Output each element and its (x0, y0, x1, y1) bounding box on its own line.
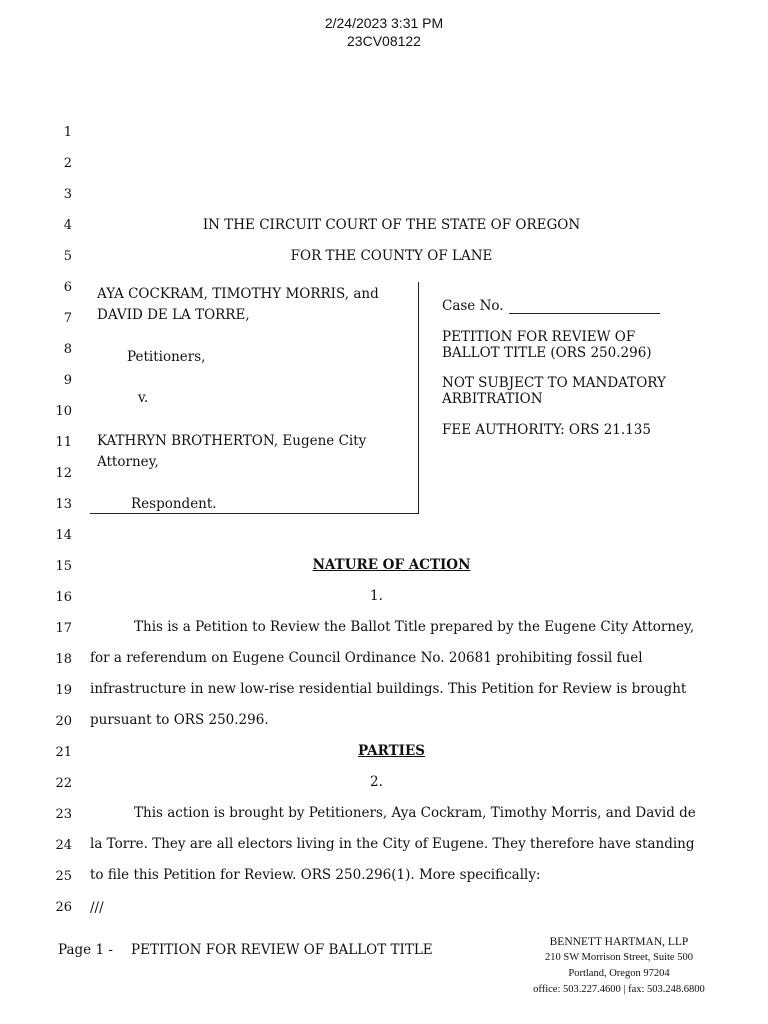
court-county: FOR THE COUNTY OF LANE (290, 248, 493, 264)
line-number: 10 (55, 404, 72, 419)
line-number: 6 (63, 280, 72, 295)
fee-authority: FEE AUTHORITY: ORS 21.135 (442, 422, 651, 438)
line-number: 11 (55, 435, 72, 450)
line-number: 20 (55, 714, 72, 729)
paragraph-line: pursuant to ORS 250.296. (90, 712, 269, 728)
line-number: 18 (55, 652, 72, 667)
document-title-line1: PETITION FOR REVIEW OF (442, 329, 636, 345)
case-number-stamp: 23CV08122 (347, 33, 421, 49)
petitioners-label: Petitioners, (127, 349, 206, 365)
line-number: 23 (55, 807, 72, 822)
court-name: IN THE CIRCUIT COURT OF THE STATE OF OREGON (202, 217, 581, 233)
line-number: 8 (63, 342, 72, 357)
paragraph-number: 2. (370, 774, 383, 790)
firm-address-line1: 210 SW Morrison Street, Suite 500 (545, 952, 693, 963)
paragraph-line: for a referendum on Eugene Council Ordinance No. 20681 prohibiting fossil fuel (90, 650, 643, 666)
line-number: 5 (63, 249, 72, 264)
parties-heading: PARTIES (357, 743, 426, 759)
paragraph-line: infrastructure in new low-rise residential buildings. This Petition for Review is brought (90, 681, 687, 697)
page-label: Page 1 - (58, 942, 113, 958)
line-number: 3 (63, 187, 72, 202)
paragraph-line: la Torre. They are all electors living in the City of Eugene. They therefore have standing (90, 836, 695, 852)
line-number: 24 (55, 838, 72, 853)
line-number: 16 (55, 590, 72, 605)
continuation-mark: /// (90, 900, 104, 916)
respondent-name-line2: Attorney, (97, 454, 159, 470)
filing-timestamp: 2/24/2023 3:31 PM (324, 15, 444, 31)
line-number: 13 (55, 497, 72, 512)
line-number: 7 (63, 311, 72, 326)
line-number: 2 (63, 156, 72, 171)
line-number: 22 (55, 776, 72, 791)
firm-phone-fax: office: 503.227.4600 | fax: 503.248.6800 (533, 984, 705, 995)
paragraph-line: This action is brought by Petitioners, Aya Cockram, Timothy Morris, and David de (134, 805, 696, 821)
firm-name: BENNETT HARTMAN, LLP (549, 936, 689, 948)
case-no-label: Case No. (442, 298, 504, 314)
line-number: 4 (63, 218, 72, 233)
line-number: 25 (55, 869, 72, 884)
petitioners-names-line1: AYA COCKRAM, TIMOTHY MORRIS, and (97, 286, 379, 302)
respondent-label: Respondent. (131, 496, 217, 512)
paragraph-number: 1. (370, 588, 383, 604)
case-no-blank-line (509, 313, 660, 314)
arbitration-notice-line2: ARBITRATION (442, 391, 543, 407)
versus-label: v. (138, 390, 149, 406)
caption-divider-horizontal (90, 513, 419, 514)
petitioners-names-line2: DAVID DE LA TORRE, (97, 307, 250, 323)
footer-document-title: PETITION FOR REVIEW OF BALLOT TITLE (131, 942, 433, 958)
line-number: 1 (63, 125, 72, 140)
line-number: 14 (55, 528, 72, 543)
line-number: 19 (55, 683, 72, 698)
line-number: 15 (55, 559, 72, 574)
caption-divider-vertical (418, 282, 419, 514)
nature-of-action-heading: NATURE OF ACTION (312, 557, 471, 573)
line-number: 12 (55, 466, 72, 481)
line-number: 26 (55, 900, 72, 915)
firm-address-line2: Portland, Oregon 97204 (568, 968, 670, 979)
line-number: 21 (55, 745, 72, 760)
line-number: 17 (55, 621, 72, 636)
document-title-line2: BALLOT TITLE (ORS 250.296) (442, 345, 652, 361)
paragraph-line: This is a Petition to Review the Ballot Title prepared by the Eugene City Attorney, (134, 619, 695, 635)
respondent-name-line1: KATHRYN BROTHERTON, Eugene City (97, 433, 367, 449)
paragraph-line: to file this Petition for Review. ORS 250.296(1). More specifically: (90, 867, 541, 883)
arbitration-notice-line1: NOT SUBJECT TO MANDATORY (442, 375, 666, 391)
line-number: 9 (63, 373, 72, 388)
